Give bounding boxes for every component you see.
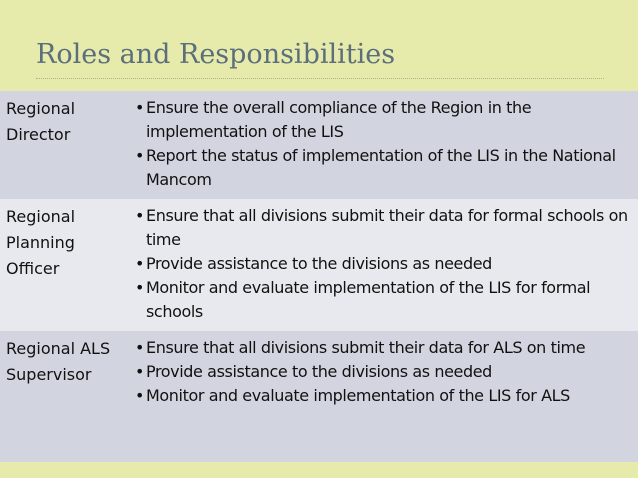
- role-name: Regional Director: [6, 99, 76, 144]
- responsibility-item: • Ensure that all divisions submit their data for ALS on time: [132, 336, 628, 360]
- responsibility-item: • Ensure that all divisions submit their data for formal schools on time: [132, 204, 628, 252]
- responsibility-list: [132, 204, 628, 331]
- role-name: Regional Planning Officer: [6, 207, 76, 278]
- table-row: [0, 199, 638, 331]
- responsibility-item: • Provide assistance to the divisions as needed: [132, 252, 628, 276]
- responsibility-item: • Monitor and evaluate implementation of the LIS for formal schools: [132, 276, 628, 324]
- responsibility-list: [132, 96, 628, 199]
- roles-table: [0, 91, 638, 462]
- table-row: [0, 91, 638, 199]
- responsibility-item: • Monitor and evaluate implementation of the LIS for ALS: [132, 384, 628, 408]
- responsibility-item: • Provide assistance to the divisions as needed: [132, 360, 628, 384]
- role-name: Regional ALS Supervisor: [6, 339, 111, 384]
- responsibility-item: • Ensure the overall compliance of the Region in the implementation of the LIS: [132, 96, 628, 144]
- responsibility-item: • Report the status of implementation of the LIS in the National Mancom: [132, 144, 628, 192]
- slide-title: Roles and Responsibilities: [36, 39, 396, 70]
- table-row: [0, 331, 638, 462]
- responsibility-list: [132, 336, 628, 462]
- title-divider: [36, 78, 604, 79]
